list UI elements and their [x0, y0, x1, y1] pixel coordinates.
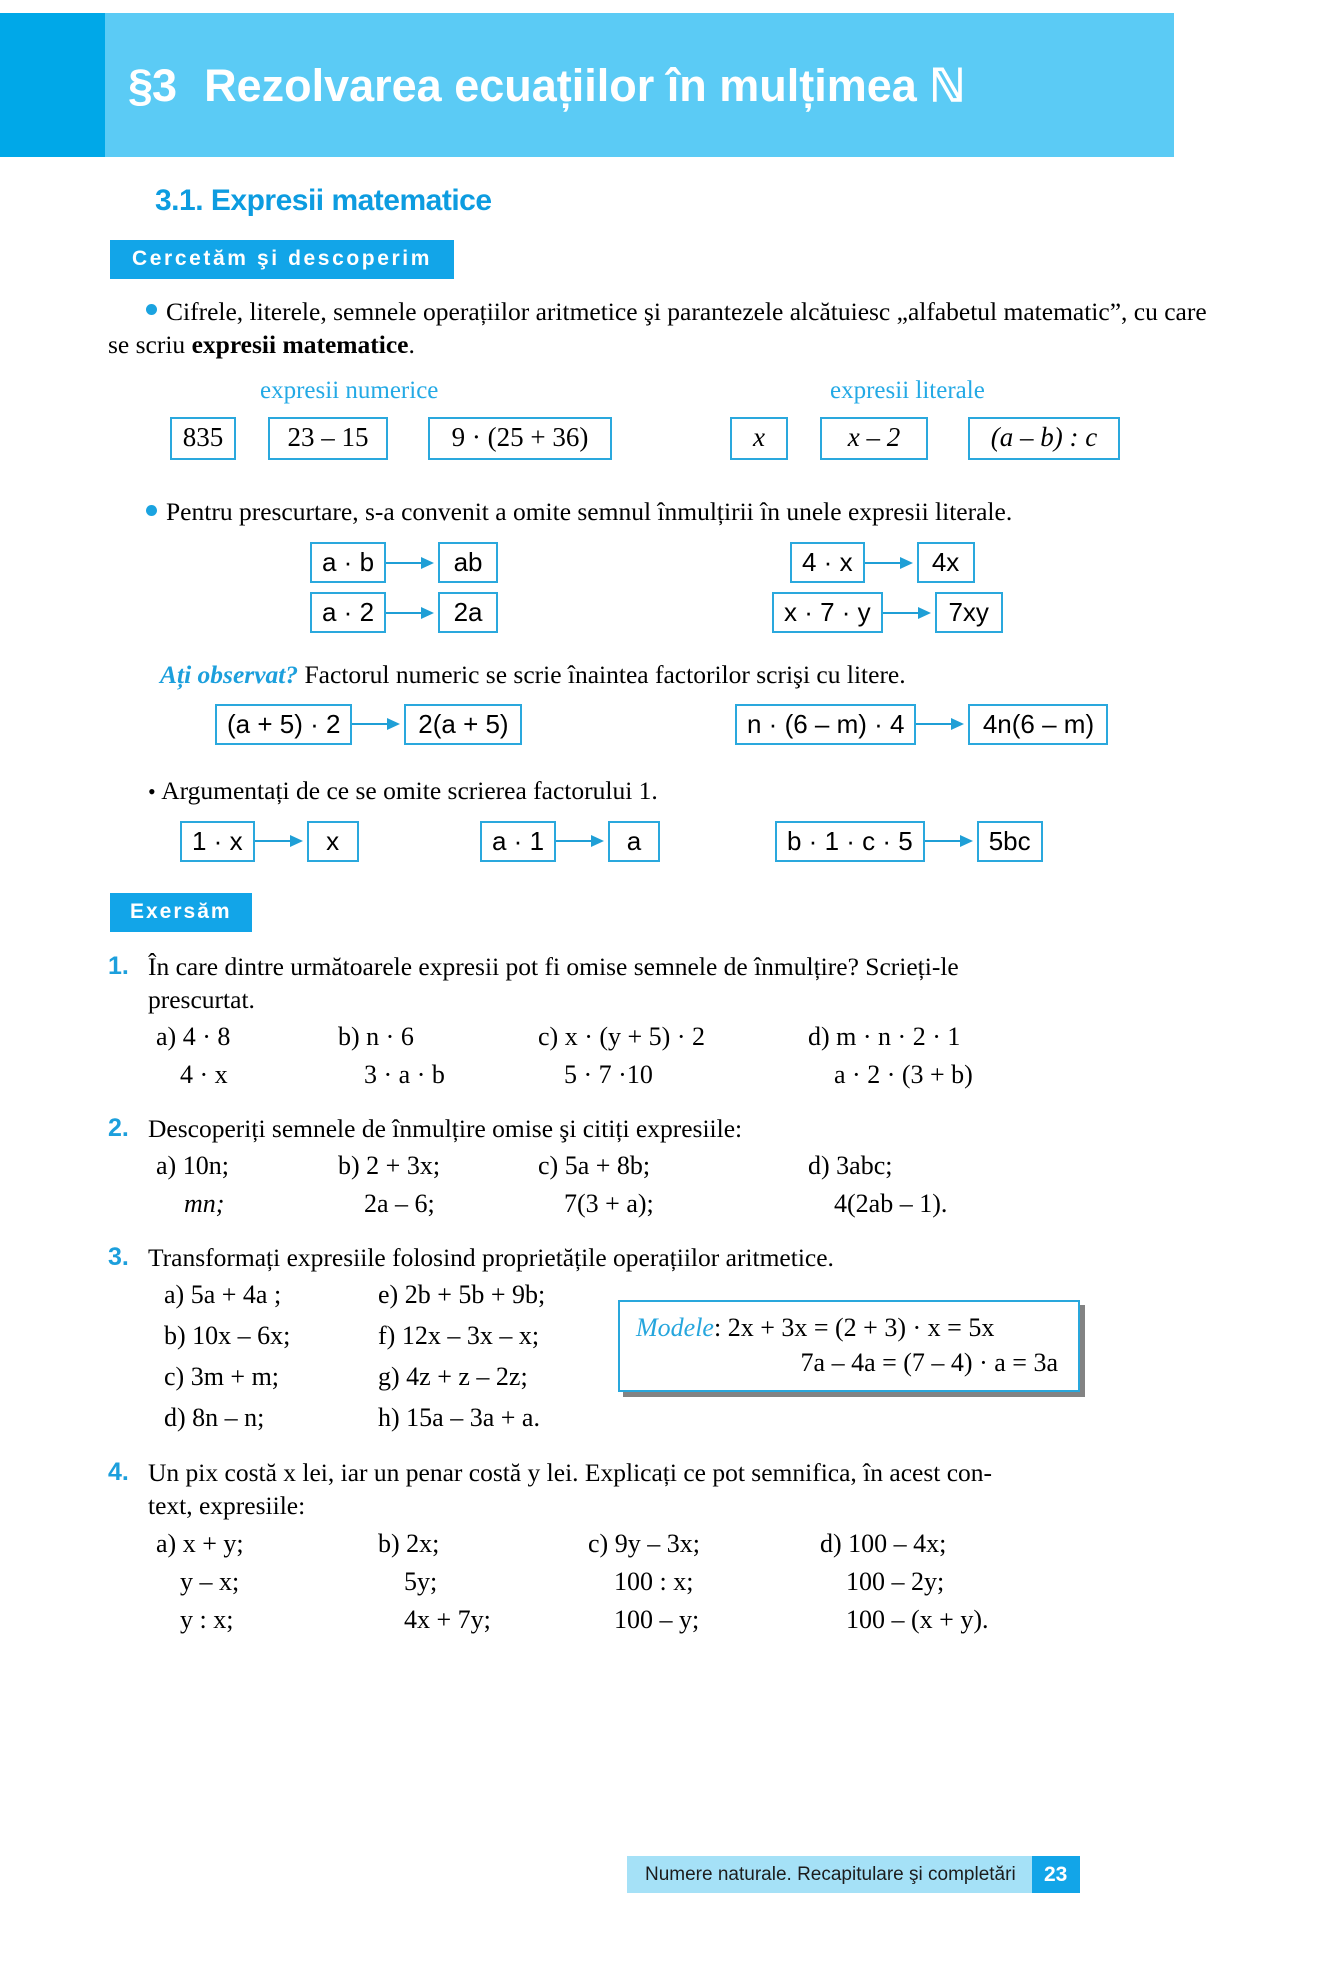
arrow-right-icon-7 [556, 834, 608, 848]
arrow-right-icon-0 [386, 556, 438, 570]
exercise-1 [108, 950, 1249, 1096]
transform-7-to: a [608, 821, 660, 862]
footer-page-number: 23 [1032, 1856, 1080, 1893]
ex4-r1-c3: 100 – 2y; [846, 1566, 945, 1596]
exercise-1-line-2: prescurtat. [148, 984, 255, 1014]
bullet-dash-icon: • [148, 778, 162, 804]
transform-3-from: x · 7 · y [772, 592, 883, 633]
ex1-r0-c3: d) m · n · 2 · 1 [808, 1021, 961, 1051]
label-expresii-numerice: expresii numerice [260, 377, 439, 405]
ex4-r0-c3: d) 100 – 4x; [820, 1528, 947, 1558]
transform-2-from: 4 · x [790, 542, 865, 583]
ex4-r1-c2: 100 : x; [614, 1566, 694, 1596]
ex2-r0-c3: d) 3abc; [808, 1151, 893, 1181]
transform-4-from: (a + 5) · 2 [215, 704, 352, 745]
header-accent-strip [0, 13, 105, 157]
transform-3-to: 7xy [935, 592, 1003, 633]
modele-expression-1: : 2x + 3x = (2 + 3) · x = 5x [713, 1313, 995, 1343]
ex2-r1-c2: 7(3 + a); [564, 1189, 654, 1219]
bullet-dot-icon-2 [146, 505, 157, 516]
ex4-r2-c1: 4x + 7y; [404, 1604, 491, 1634]
ex1-r1-c1: 3 · a · b [364, 1059, 445, 1089]
intro-paragraph [108, 295, 1231, 361]
transform-4 [215, 704, 522, 745]
chapter-title: Rezolvarea ecuațiilor în mulțimea ℕ [204, 59, 966, 111]
exercise-4-line-2: text, expresiile: [148, 1491, 306, 1521]
exercise-1-items [148, 1020, 1249, 1096]
ex3-r2-c0: c) 3m + m; [164, 1362, 280, 1392]
ex2-r0-c2: c) 5a + 8b; [538, 1151, 651, 1181]
bullet-dot-icon [146, 304, 157, 315]
ex1-r1-c2: 5 · 7 ·10 [564, 1059, 653, 1089]
ex3-r1-c1: f) 12x – 3x – x; [378, 1321, 540, 1351]
observation-paragraph [160, 658, 1231, 691]
transform-2 [790, 542, 975, 583]
exercise-1-number: 1. [108, 951, 129, 980]
arrow-right-icon-3 [883, 606, 935, 620]
expression-category-labels [0, 377, 1339, 415]
transform-1 [310, 592, 498, 633]
ex1-r0-c2: c) x · (y + 5) · 2 [538, 1021, 705, 1051]
arrow-right-icon-6 [255, 834, 307, 848]
literal-box-2: (a – b) : c [968, 417, 1120, 460]
exercise-4 [108, 1456, 1249, 1640]
ex4-r2-c3: 100 – (x + y). [846, 1604, 989, 1634]
exercise-2-line-1: Descoperiți semnele de înmulțire omise şi citiți expresiile: [148, 1113, 743, 1143]
transform-6 [180, 821, 359, 862]
arrow-right-icon-8 [925, 834, 977, 848]
ex3-r3-c1: h) 15a – 3a + a. [378, 1403, 540, 1433]
ex3-r1-c0: b) 10x – 6x; [164, 1321, 291, 1351]
modele-example-box [618, 1300, 1080, 1392]
transform-5-from: n · (6 – m) · 4 [735, 704, 916, 745]
exercise-2-items [148, 1149, 1249, 1225]
transform-3 [772, 592, 1003, 633]
arrow-right-icon-4 [352, 717, 404, 731]
transform-6-from: 1 · x [180, 821, 255, 862]
ex4-r0-c2: c) 9y – 3x; [588, 1528, 700, 1558]
modele-expression-2: 7a – 4a = (7 – 4) · a = 3a [800, 1348, 1058, 1378]
badge-exersam: Exersăm [110, 893, 252, 932]
footer-chapter-label: Numere naturale. Recapitulare şi completări [627, 1856, 1032, 1893]
ex4-r1-c0: y – x; [180, 1566, 240, 1596]
section-number: §3 [128, 59, 177, 111]
page-content [0, 170, 1339, 1641]
page-footer [627, 1856, 1080, 1893]
exercise-3-items [148, 1278, 1249, 1446]
label-expresii-literale: expresii literale [830, 377, 985, 405]
exercise-3 [108, 1241, 1249, 1446]
ex2-r0-c0: a) 10n; [156, 1151, 229, 1181]
exercise-2-number: 2. [108, 1113, 129, 1142]
ex4-r1-c1: 5y; [404, 1566, 438, 1596]
exercise-4-number: 4. [108, 1458, 129, 1487]
ex1-r0-c0: a) 4 · 8 [156, 1021, 231, 1051]
exercise-3-number: 3. [108, 1243, 129, 1272]
transform-5-to: 4n(6 – m) [968, 704, 1108, 745]
arrow-right-icon-1 [386, 606, 438, 620]
page-subtitle: 3.1. Expresii matematice [155, 184, 492, 217]
arrow-right-icon-2 [865, 556, 917, 570]
expression-boxes-row [0, 417, 1339, 471]
intro-bold-term: expresii matematice [191, 330, 409, 360]
exercise-2-body [148, 1112, 1249, 1145]
ex1-r0-c1: b) n · 6 [338, 1021, 414, 1051]
bullet-3-text: Argumentați de ce se omite scrierea factorului 1. [161, 775, 658, 805]
transform-1-from: a · 2 [310, 592, 386, 633]
ex3-r3-c0: d) 8n – n; [164, 1403, 265, 1433]
exercise-4-row-1 [148, 1565, 1249, 1603]
numeric-box-0: 835 [170, 417, 236, 460]
transform-5 [735, 704, 1108, 745]
bullet-2-text: Pentru prescurtare, s-a convenit a omite semnul înmulțirii în unele expresii literale. [166, 497, 1013, 527]
transform-0-to: ab [438, 542, 498, 583]
transform-8 [775, 821, 1043, 862]
exercise-4-row-0 [148, 1527, 1249, 1565]
exercise-4-body [148, 1456, 1249, 1522]
observation-label: Ați observat? [160, 660, 299, 690]
transform-8-from: b · 1 · c · 5 [775, 821, 925, 862]
transform-rows-group-3 [0, 821, 1339, 877]
transform-8-to: 5bc [977, 821, 1043, 862]
transform-2-to: 4x [917, 542, 975, 583]
chapter-header-band [0, 13, 1174, 157]
ex4-r0-c1: b) 2x; [378, 1528, 440, 1558]
ex1-r1-c0: 4 · x [180, 1059, 228, 1089]
exercise-3-body [148, 1241, 1249, 1274]
modele-label: Modele [636, 1313, 714, 1343]
arrow-right-icon-5 [916, 717, 968, 731]
intro-text: Cifrele, literele, semnele operațiilor aritmetice şi parantezele alcătuiesc „alfabetul matematic”, cu care se scriu [108, 297, 1207, 360]
exercise-2-row-0 [148, 1149, 1249, 1187]
transform-rows-group-2 [0, 704, 1339, 760]
numeric-box-1: 23 – 15 [268, 417, 388, 460]
ex3-r0-c0: a) 5a + 4a ; [164, 1280, 282, 1310]
transform-1-to: 2a [438, 592, 498, 633]
exercise-4-line-1: Un pix costă x lei, iar un penar costă y lei. Explicați ce pot semnifica, în acest con- [148, 1458, 993, 1488]
exercise-3-line-1: Transformați expresiile folosind proprietățile operațiilor aritmetice. [148, 1243, 834, 1273]
ex2-r0-c1: b) 2 + 3x; [338, 1151, 441, 1181]
exercise-4-row-2 [148, 1603, 1249, 1641]
numeric-box-2: 9 · (25 + 36) [428, 417, 612, 460]
exercise-1-line-1: În care dintre următoarele expresii pot fi omise semnele de înmulțire? Scrieți-le [148, 951, 959, 981]
ex2-r1-c0: mn; [184, 1189, 225, 1219]
exercise-1-body [148, 950, 1249, 1016]
ex4-r0-c0: a) x + y; [156, 1528, 244, 1558]
intro-period: . [408, 330, 415, 360]
exercise-3-row-3 [148, 1401, 1249, 1442]
ex2-r1-c3: 4(2ab – 1). [834, 1189, 948, 1219]
exercise-1-row-0 [148, 1020, 1249, 1058]
bullet-paragraph-3 [148, 774, 1231, 807]
ex3-r2-c1: g) 4z + z – 2z; [378, 1362, 528, 1392]
exercise-2-row-1 [148, 1187, 1249, 1225]
transform-rows-group-1 [0, 542, 1339, 642]
literal-box-0: x [730, 417, 788, 460]
ex1-r1-c3: a · 2 · (3 + b) [834, 1059, 973, 1089]
exercise-1-row-1 [148, 1058, 1249, 1096]
exercise-2 [108, 1112, 1249, 1225]
ex3-r0-c1: e) 2b + 5b + 9b; [378, 1280, 546, 1310]
transform-0 [310, 542, 498, 583]
ex2-r1-c1: 2a – 6; [364, 1189, 435, 1219]
transform-4-to: 2(a + 5) [404, 704, 522, 745]
observation-text: Factorul numeric se scrie înaintea factorilor scrişi cu litere. [298, 660, 906, 690]
bullet-paragraph-2 [108, 495, 1231, 528]
transform-7-from: a · 1 [480, 821, 556, 862]
ex4-r2-c2: 100 – y; [614, 1604, 700, 1634]
transform-7 [480, 821, 660, 862]
transform-0-from: a · b [310, 542, 386, 583]
exercise-4-items [148, 1527, 1249, 1641]
modele-line-1 [636, 1310, 1064, 1345]
literal-box-1: x – 2 [820, 417, 928, 460]
ex4-r2-c0: y : x; [180, 1604, 234, 1634]
transform-6-to: x [307, 821, 359, 862]
badge-cercetam-si-descoperim: Cercetăm şi descoperim [110, 240, 454, 279]
